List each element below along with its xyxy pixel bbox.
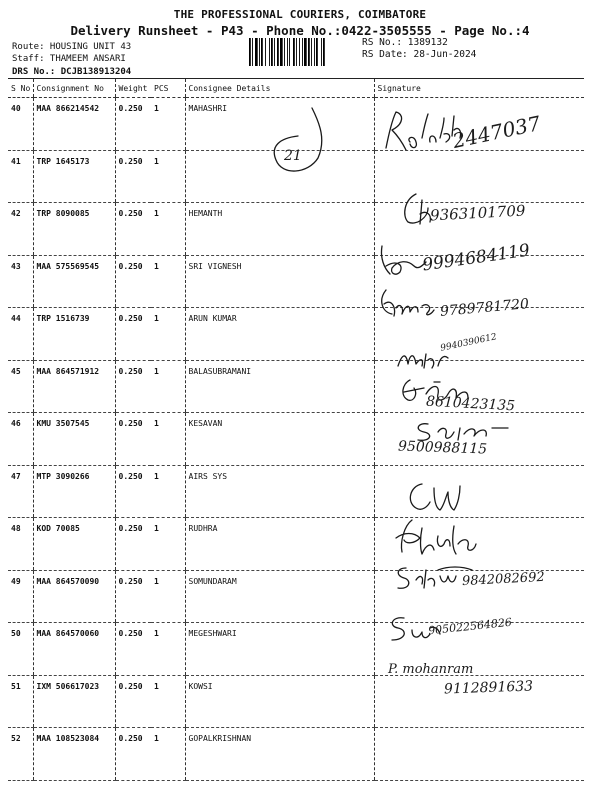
pcs-cell: 1 (151, 150, 185, 203)
company-name: THE PROFESSIONAL COURIERS, COIMBATORE (173, 8, 427, 21)
consignee-cell: AIRS SYS (185, 465, 374, 518)
col-signature: Signature (374, 79, 584, 98)
weight-cell: 0.250 (115, 570, 151, 623)
weight-cell: 0.250 (115, 150, 151, 203)
sno-cell: 47 (8, 465, 33, 518)
sig-44-phone: 9789781720 (439, 296, 530, 320)
sig-45-phone: 9940390612 (439, 332, 498, 354)
sno-cell: 41 (8, 150, 33, 203)
pcs-cell: 1 (151, 675, 185, 728)
weight-cell: 0.250 (115, 413, 151, 466)
col-pcs: PCS (151, 79, 185, 98)
consignee-cell: GOPALKRISHNAN (185, 728, 374, 781)
sno-cell: 40 (8, 98, 33, 151)
sno-cell: 51 (8, 675, 33, 728)
table-header-row (8, 79, 584, 98)
consignment-cell: MAA 864570090 (33, 570, 115, 623)
pcs-cell: 1 (151, 413, 185, 466)
pcs-cell: 1 (151, 255, 185, 308)
consignee-cell: MAHASHRI (185, 98, 374, 151)
consignment-cell: TRP 1645173 (33, 150, 115, 203)
table-row (8, 623, 584, 676)
weight-cell: 0.250 (115, 203, 151, 256)
sig-42-phone: 9363101709 (429, 201, 526, 225)
signature-cell (374, 728, 584, 781)
col-consignee: Consignee Details (185, 79, 374, 98)
table-row (8, 728, 584, 781)
consignment-cell: IXM 506617023 (33, 675, 115, 728)
consignment-cell: MAA 864570060 (33, 623, 115, 676)
sig-43-phone: 9994684119 (421, 240, 532, 276)
weight-cell: 0.250 (115, 728, 151, 781)
col-consignment: Consignment No (33, 79, 115, 98)
weight-cell: 0.250 (115, 518, 151, 571)
table-row (8, 308, 584, 361)
consignment-cell: TRP 8090085 (33, 203, 115, 256)
consignee-cell: KOWSI (185, 675, 374, 728)
weight-cell: 0.250 (115, 360, 151, 413)
sig-47-phone: 9500988115 (397, 438, 488, 458)
pcs-cell: 1 (151, 360, 185, 413)
sig-52-name: P. mohanram (388, 662, 474, 677)
consignment-cell: TRP 1516739 (33, 308, 115, 361)
consignee-cell: SRI VIGNESH (185, 255, 374, 308)
sig-52-phone: 9112891633 (443, 678, 534, 698)
pcs-cell: 1 (151, 728, 185, 781)
col-weight: Weight (115, 79, 151, 98)
sno-cell: 42 (8, 203, 33, 256)
pcs-cell: 1 (151, 465, 185, 518)
sno-cell: 45 (8, 360, 33, 413)
sig-46-phone: 8610423135 (425, 393, 516, 415)
sig-40-number: 2447037 (450, 111, 543, 153)
consignee-cell: MEGESHWARI (185, 623, 374, 676)
circled-mark (268, 104, 328, 180)
weight-cell: 0.250 (115, 98, 151, 151)
consignment-cell: KOD 70085 (33, 518, 115, 571)
weight-cell: 0.250 (115, 623, 151, 676)
pcs-cell: 1 (151, 518, 185, 571)
weight-cell: 0.250 (115, 308, 151, 361)
consignee-cell: BALASUBRAMANI (185, 360, 374, 413)
consignee-cell: RUDHRA (185, 518, 374, 571)
sno-cell: 49 (8, 570, 33, 623)
pcs-cell: 1 (151, 98, 185, 151)
consignee-cell: HEMANTH (185, 203, 374, 256)
staff-label: Staff: THAMEEM ANSARI (12, 54, 126, 64)
consignment-cell: MAA 866214542 (33, 98, 115, 151)
sno-cell: 44 (8, 308, 33, 361)
signature-49 (392, 514, 502, 560)
consignee-cell: SOMUNDARAM (185, 570, 374, 623)
weight-cell: 0.250 (115, 255, 151, 308)
pcs-cell: 1 (151, 308, 185, 361)
pcs-cell: 1 (151, 570, 185, 623)
sno-cell: 50 (8, 623, 33, 676)
runsheet-title: Delivery Runsheet - P43 - Phone No.:0422-3505555 - Page No.:4 (70, 23, 530, 38)
sig-50-phone: 9842082692 (461, 569, 546, 590)
rs-date: RS Date: 28-Jun-2024 (362, 49, 477, 60)
consignee-cell: ARUN KUMAR (185, 308, 374, 361)
sno-cell: 43 (8, 255, 33, 308)
consignment-cell: KMU 3507545 (33, 413, 115, 466)
rs-number: RS No.: 1389132 (362, 37, 448, 48)
consignment-cell: MAA 575569545 (33, 255, 115, 308)
weight-cell: 0.250 (115, 465, 151, 518)
consignment-cell: MAA 864571912 (33, 360, 115, 413)
table-row (8, 465, 584, 518)
pcs-cell: 1 (151, 203, 185, 256)
barcode (248, 38, 354, 66)
weight-cell: 0.250 (115, 675, 151, 728)
consignee-cell: KESAVAN (185, 413, 374, 466)
sno-cell: 52 (8, 728, 33, 781)
sno-cell: 48 (8, 518, 33, 571)
sno-cell: 46 (8, 413, 33, 466)
consignment-cell: MTP 3090266 (33, 465, 115, 518)
consignment-cell: MAA 108523084 (33, 728, 115, 781)
pcs-cell: 1 (151, 623, 185, 676)
drs-number: DRS No.: DCJB138913204 (12, 67, 132, 77)
circled-number: 21 (284, 148, 302, 164)
col-sno: S No (8, 79, 33, 98)
sig-51-phone: 905022564826 (427, 615, 513, 638)
signature-48 (404, 478, 464, 518)
route-label: Route: HOUSING UNIT 43 (12, 42, 132, 52)
